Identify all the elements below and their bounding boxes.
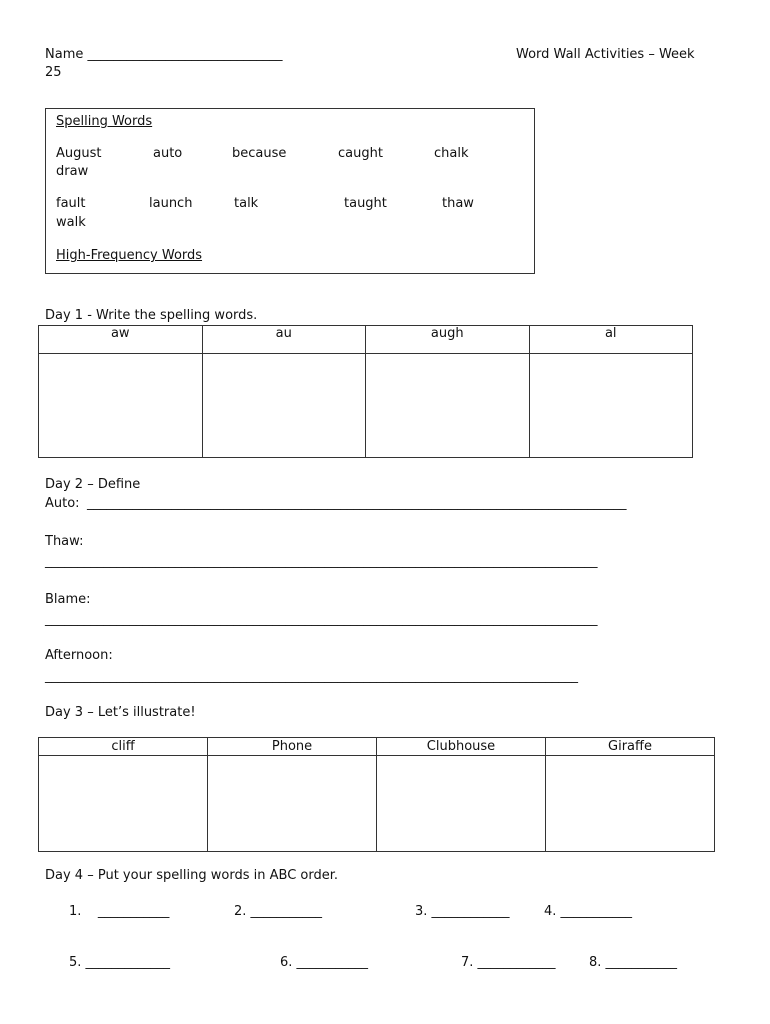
spelling-word: auto: [153, 146, 183, 161]
spelling-word: talk: [234, 196, 259, 211]
define-word-label: Blame:: [45, 592, 91, 607]
day1-sort-table: [38, 325, 693, 458]
spelling-word: chalk: [434, 146, 469, 161]
spelling-word: thaw: [442, 196, 474, 211]
day3-drawing-cell[interactable]: [39, 756, 208, 852]
spelling-word: fault: [56, 196, 86, 211]
day3-column-header: Clubhouse: [377, 738, 546, 756]
abc-order-blank[interactable]: 3. ____________: [415, 904, 510, 919]
abc-order-blank[interactable]: 7. ____________: [461, 955, 556, 970]
day1-answer-cell[interactable]: [529, 354, 693, 458]
spelling-word: caught: [338, 146, 383, 161]
worksheet-week-number: 25: [45, 65, 62, 80]
abc-order-blank[interactable]: 2. ___________: [234, 904, 323, 919]
day1-column-header: al: [529, 326, 693, 354]
day3-column-header: Giraffe: [546, 738, 715, 756]
day1-answer-cell[interactable]: [202, 354, 366, 458]
day3-drawing-cell[interactable]: [377, 756, 546, 852]
high-frequency-words-heading: High-Frequency Words: [56, 248, 203, 263]
day3-column-header: cliff: [39, 738, 208, 756]
spelling-word: taught: [344, 196, 387, 211]
define-answer-line[interactable]: ___________________________________________________________________________________: [87, 496, 627, 511]
day4-instruction: Day 4 – Put your spelling words in ABC order.: [45, 868, 339, 883]
day1-answer-cell[interactable]: [39, 354, 203, 458]
spelling-word: launch: [149, 196, 193, 211]
abc-order-blank[interactable]: 1. ___________: [69, 904, 170, 919]
day3-drawing-cell[interactable]: [208, 756, 377, 852]
day3-drawing-cell[interactable]: [546, 756, 715, 852]
spelling-words-heading: Spelling Words: [56, 114, 153, 129]
abc-order-blank[interactable]: 5. _____________: [69, 955, 171, 970]
define-word-label: Auto:: [45, 496, 80, 511]
spelling-word: draw: [56, 164, 89, 179]
day1-instruction: Day 1 - Write the spelling words.: [45, 308, 258, 323]
define-word-label: Afternoon:: [45, 648, 113, 663]
spelling-word: because: [232, 146, 287, 161]
abc-order-blank[interactable]: 8. ___________: [589, 955, 678, 970]
name-line: Name ______________________________: [45, 47, 283, 62]
day2-instruction: Day 2 – Define: [45, 477, 141, 492]
abc-order-blank[interactable]: 4. ___________: [544, 904, 633, 919]
day3-illustrate-table: [38, 737, 715, 852]
abc-order-blank[interactable]: 6. ___________: [280, 955, 369, 970]
day1-answer-cell[interactable]: [366, 354, 530, 458]
day3-instruction: Day 3 – Let’s illustrate!: [45, 705, 196, 720]
day3-column-header: Phone: [208, 738, 377, 756]
spelling-word: August: [56, 146, 102, 161]
define-answer-line[interactable]: _____________________________________________________________________________________: [45, 554, 598, 569]
define-word-label: Thaw:: [45, 534, 84, 549]
day1-column-header: aw: [39, 326, 203, 354]
define-answer-line[interactable]: _____________________________________________________________________________________: [45, 612, 598, 627]
day1-column-header: au: [202, 326, 366, 354]
spelling-word: walk: [56, 215, 86, 230]
define-answer-line[interactable]: __________________________________________________________________________________: [45, 669, 578, 684]
worksheet-title: Word Wall Activities – Week: [516, 47, 695, 62]
day1-column-header: augh: [366, 326, 530, 354]
